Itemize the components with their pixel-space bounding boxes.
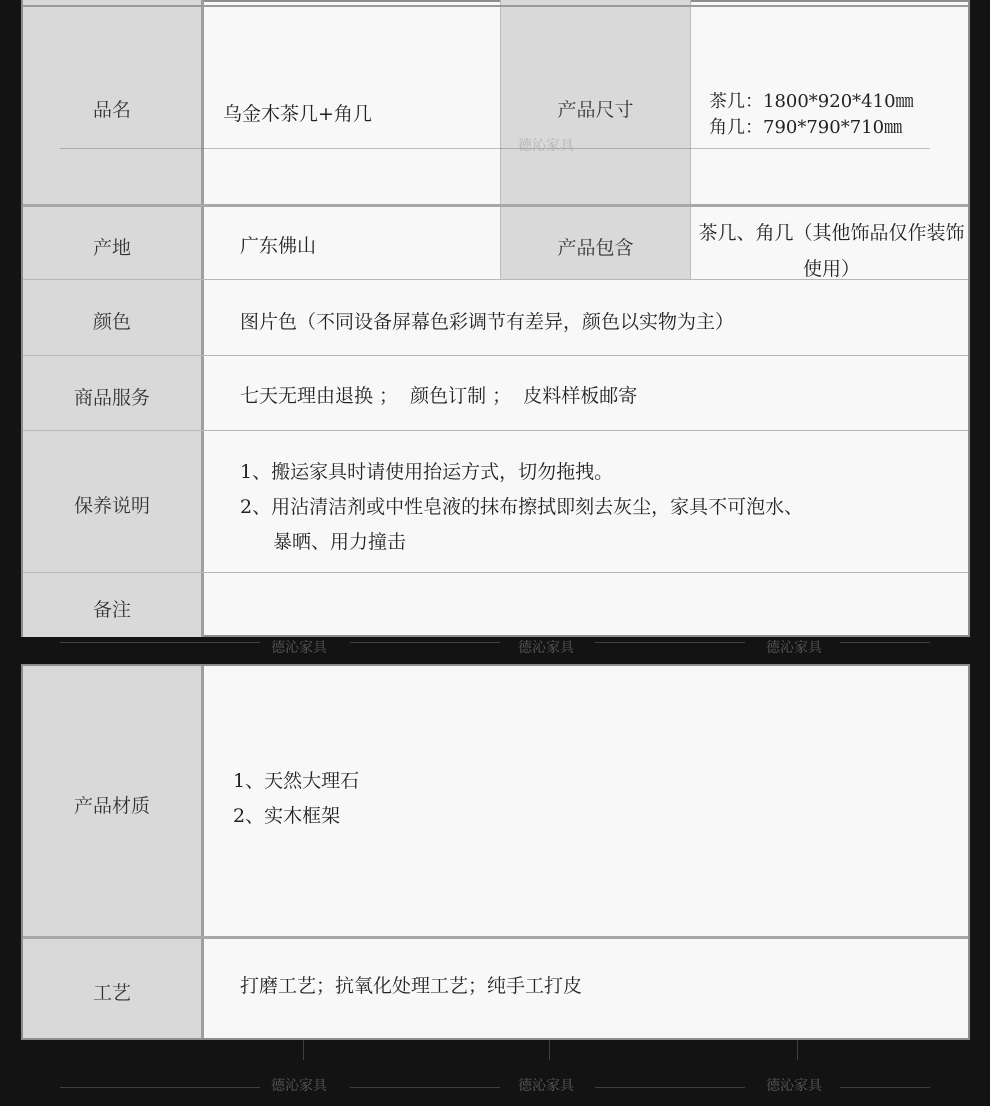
label-remark: 备注 <box>23 573 204 637</box>
watermark-tick <box>549 1040 550 1060</box>
care-line-1: 1、搬运家具时请使用抬运方式，切勿拖拽。 <box>240 461 614 483</box>
label-color: 颜色 <box>23 280 204 355</box>
watermark-line <box>60 148 930 149</box>
watermark: 德沁家具 <box>518 1078 574 1094</box>
includes-line-1: 茶几、角几（其他饰品仅作装饰 <box>698 222 965 244</box>
care-line-2: 2、用沾清洁剂或中性皂液的抹布擦拭即刻去灰尘，家具不可泡水、 <box>240 496 804 518</box>
watermark-line <box>840 1087 930 1088</box>
material-line-1: 1、天然大理石 <box>233 770 360 792</box>
spec-table-2 <box>21 664 970 1040</box>
value-service: 七天无理由退换 ； 颜色订制 ； 皮料样板邮寄 <box>240 385 638 407</box>
row-remark <box>23 573 968 637</box>
label-craft: 工艺 <box>23 939 204 1038</box>
watermark-line <box>595 1087 745 1088</box>
watermark-line <box>60 642 260 643</box>
watermark-tick <box>797 1040 798 1060</box>
size-line-1: 茶几：1800*920*410㎜ <box>709 91 914 112</box>
watermark: 德沁家具 <box>766 1078 822 1094</box>
material-line-2: 2、实木框架 <box>233 805 341 827</box>
watermark: 德沁家具 <box>271 640 327 656</box>
value-craft: 打磨工艺；抗氧化处理工艺；纯手工打皮 <box>240 975 583 997</box>
row-care <box>23 431 968 573</box>
value-origin: 广东佛山 <box>240 235 317 257</box>
spec-table-1 <box>21 0 970 637</box>
care-line-3: 暴晒、用力撞击 <box>273 531 407 553</box>
watermark-line <box>840 642 930 643</box>
watermark-line <box>350 1087 500 1088</box>
includes-line-2: 使用） <box>802 258 860 280</box>
row-craft <box>23 939 968 1038</box>
value-material <box>233 764 359 834</box>
value-includes <box>693 215 970 287</box>
row-product-name <box>23 7 968 207</box>
value-product-name: 乌金木茶几+角几 <box>223 103 372 125</box>
label-product-size: 产品尺寸 <box>500 7 691 204</box>
watermark: 德沁家具 <box>766 640 822 656</box>
row-origin <box>23 207 968 280</box>
value-product-size <box>709 89 914 141</box>
label-material: 产品材质 <box>23 666 204 936</box>
watermark: 德沁家具 <box>518 640 574 656</box>
watermark: 德沁家具 <box>518 138 574 154</box>
watermark-line <box>350 642 500 643</box>
label-service: 商品服务 <box>23 356 204 430</box>
watermark-line <box>595 642 745 643</box>
row-material <box>23 666 968 939</box>
watermark-tick <box>303 1040 304 1060</box>
label-origin: 产地 <box>23 207 204 279</box>
value-color: 图片色（不同设备屏幕色彩调节有差异，颜色以实物为主） <box>240 311 735 333</box>
watermark-line <box>60 1087 260 1088</box>
label-product-name: 品名 <box>23 7 204 204</box>
label-includes: 产品包含 <box>500 207 691 279</box>
size-line-2: 角几：790*790*710㎜ <box>709 117 903 138</box>
value-care <box>240 455 803 560</box>
label-care: 保养说明 <box>23 431 204 572</box>
row-service <box>23 356 968 431</box>
table-top-strip <box>23 0 968 7</box>
row-color <box>23 280 968 356</box>
watermark: 德沁家具 <box>271 1078 327 1094</box>
